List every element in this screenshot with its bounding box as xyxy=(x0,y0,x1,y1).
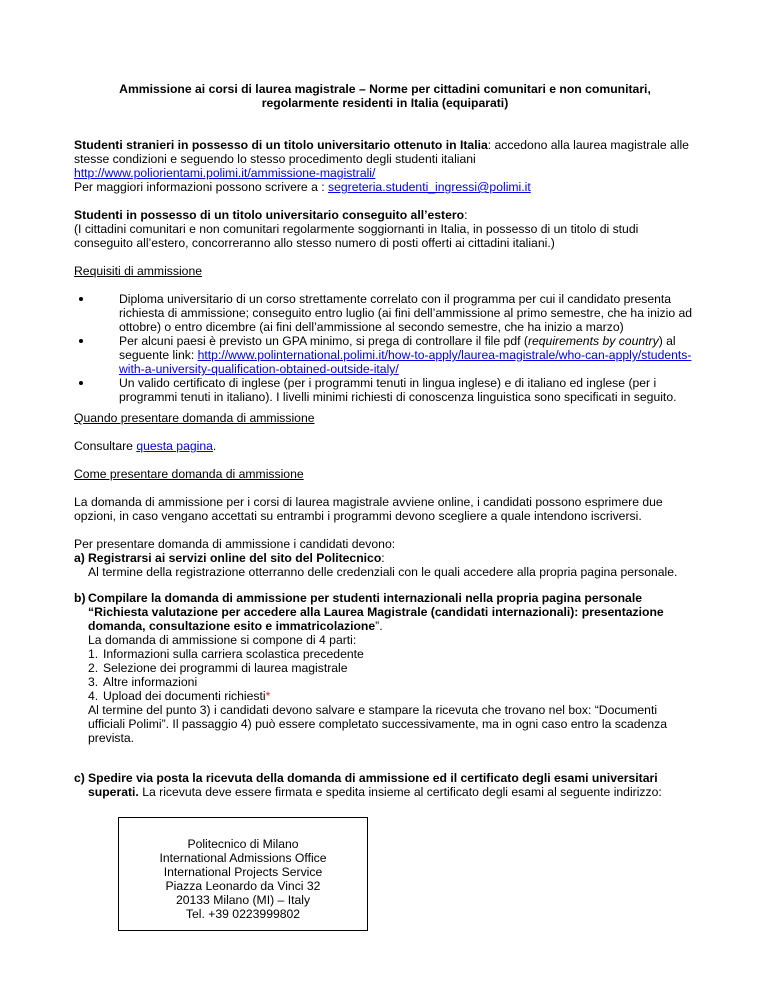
contact-text: Per maggiori informazioni possono scrivere a : xyxy=(74,180,329,194)
come-heading: Come presentare domanda di ammissione xyxy=(74,467,304,481)
part-label: Selezione dei programmi di laurea magistrale xyxy=(103,661,348,675)
part-label: Altre informazioni xyxy=(103,675,198,689)
section-foreign-degree xyxy=(74,208,696,250)
requisito-gpa-pre: Per alcuni paesi è previsto un GPA minimo, si prega di controllare il file pdf ( xyxy=(119,334,528,348)
step-b-heading-end: ”. xyxy=(375,619,383,633)
document-page xyxy=(74,82,696,931)
quando-text xyxy=(74,439,696,453)
requisito-diploma: Diploma universitario di un corso strettamente correlato con il programma per cui il candidato presenta richiesta di ammissione; conseguito entro luglio (ai fini dell’ammissione al primo semestre, che ha inizio ad ottobre) o entro dicembre (ai fini dell’ammissione al secondo semestre, che ha inizio a marzo) xyxy=(119,292,693,334)
list-item xyxy=(88,675,696,689)
step-a-heading: Registrarsi ai servizi online del sito del Politecnico xyxy=(88,551,382,565)
part-label: Informazioni sulla carriera scolastica precedente xyxy=(103,647,364,661)
step-a xyxy=(74,551,696,579)
list-item xyxy=(88,661,696,675)
list-item xyxy=(74,334,696,376)
step-b-heading: Compilare la domanda di ammissione per studenti internazionali nella propria pagina personale “Richiesta valutazione per accedere alla Laurea Magistrale (candidati internazionali): presentazione domanda, consultazione esito e immatricolazione xyxy=(88,591,664,633)
required-asterisk: * xyxy=(265,689,271,703)
part-number: 1. xyxy=(88,647,99,661)
requisito-certificato: Un valido certificato di inglese (per i programmi tenuti in lingua inglese) e di italiano ed inglese (per i programmi tenuti in italiano). I livelli minimi richiesti di conoscenza linguistica sono specificati in seguito. xyxy=(119,376,677,404)
step-c-heading: Spedire via posta la ricevuta della domanda di ammissione ed il certificato degli esami universitari superati. xyxy=(88,771,658,799)
title-line-2: regolarmente residenti in Italia (equiparati) xyxy=(261,96,509,110)
address-box xyxy=(118,817,368,931)
title-line-1: Ammissione ai corsi di laurea magistrale – Norme per cittadini comunitari e non comunitari, xyxy=(119,82,651,96)
address-line: International Projects Service xyxy=(163,865,323,879)
section-italian-degree-text: : accedono alla laurea magistrale alle stesse condizioni e seguendo lo stesso procedimento degli studenti italiani xyxy=(74,138,689,166)
requisiti-list xyxy=(74,292,696,404)
step-a-mark: a) xyxy=(74,551,85,565)
come-intro: Per presentare domanda di ammissione i candidati devono: xyxy=(74,537,396,551)
section-foreign-degree-text: (I cittadini comunitari e non comunitari regolarmente soggiornanti in Italia, in possesso di un titolo di studi conseguito all’estero, concorreranno allo stesso numero di posti offerti ai cittadini italiani.) xyxy=(74,222,639,250)
part-number: 3. xyxy=(88,675,99,689)
section-italian-degree-heading: Studenti stranieri in possesso di un titolo universitario ottenuto in Italia xyxy=(74,138,488,152)
part-number: 2. xyxy=(88,661,99,675)
list-item xyxy=(74,292,696,334)
requisiti-heading: Requisiti di ammissione xyxy=(74,264,203,278)
section-italian-degree xyxy=(74,138,696,194)
step-b-intro: La domanda di ammissione si compone di 4 parti: xyxy=(88,633,357,647)
section-foreign-degree-colon: : xyxy=(464,208,468,222)
step-c xyxy=(74,771,696,931)
step-c-mark: c) xyxy=(74,771,85,785)
address-line: Tel. +39 0223999802 xyxy=(185,907,301,921)
quando-text-pre: Consultare xyxy=(74,439,137,453)
email-link[interactable]: segreteria.studenti_ingressi@polimi.it xyxy=(328,180,531,194)
list-item xyxy=(88,647,696,661)
polinternational-link[interactable]: http://www.polinternational.polimi.it/how-to-apply/laurea-magistrale/who-can-apply/students-with-a-university-qualification-obtained-outside-italy/ xyxy=(119,348,692,376)
step-a-colon: : xyxy=(381,551,385,565)
part-number: 4. xyxy=(88,689,99,703)
quando-heading: Quando presentare domanda di ammissione xyxy=(74,411,315,425)
requisito-gpa-italic: requirements by country xyxy=(527,334,659,348)
parts-list xyxy=(88,647,696,703)
list-item xyxy=(88,689,696,703)
step-c-text: La ricevuta deve essere firmata e spedita insieme al certificato degli esami al seguente indirizzo: xyxy=(138,785,662,799)
requisito-gpa-post: ) al seguente link: xyxy=(119,334,676,362)
list-item xyxy=(74,376,696,404)
quando-text-post: . xyxy=(212,439,217,453)
document-title xyxy=(74,82,696,110)
step-b xyxy=(74,591,696,745)
address-line: Piazza Leonardo da Vinci 32 xyxy=(165,879,321,893)
come-paragraph: La domanda di ammissione per i corsi di laurea magistrale avviene online, i candidati possono esprimere due opzioni, in caso vengano accettati su entrambi i programmi devono scegliere a quale intendono iscriversi. xyxy=(74,495,663,523)
step-b-mark: b) xyxy=(74,591,86,605)
step-b-note: Al termine del punto 3) i candidati devono salvare e stampare la ricevuta che trovano nel box: “Documenti ufficiali Polimi”. Il passaggio 4) può essere completato successivamente, ma in ogni caso entro la scadenza prevista. xyxy=(88,703,667,745)
address-line: International Admissions Office xyxy=(159,851,327,865)
address-line: 20133 Milano (MI) – Italy xyxy=(175,893,311,907)
questa-pagina-link[interactable]: questa pagina xyxy=(136,439,213,453)
section-foreign-degree-heading: Studenti in possesso di un titolo universitario conseguito all’estero xyxy=(74,208,465,222)
part-label: Upload dei documenti richiesti xyxy=(103,689,266,703)
address-line: Politecnico di Milano xyxy=(187,837,299,851)
poliorientami-link[interactable]: http://www.poliorientami.polimi.it/ammissione-magistrali/ xyxy=(74,166,376,180)
step-a-text: Al termine della registrazione otterranno delle credenziali con le quali accedere alla propria pagina personale. xyxy=(88,565,678,579)
